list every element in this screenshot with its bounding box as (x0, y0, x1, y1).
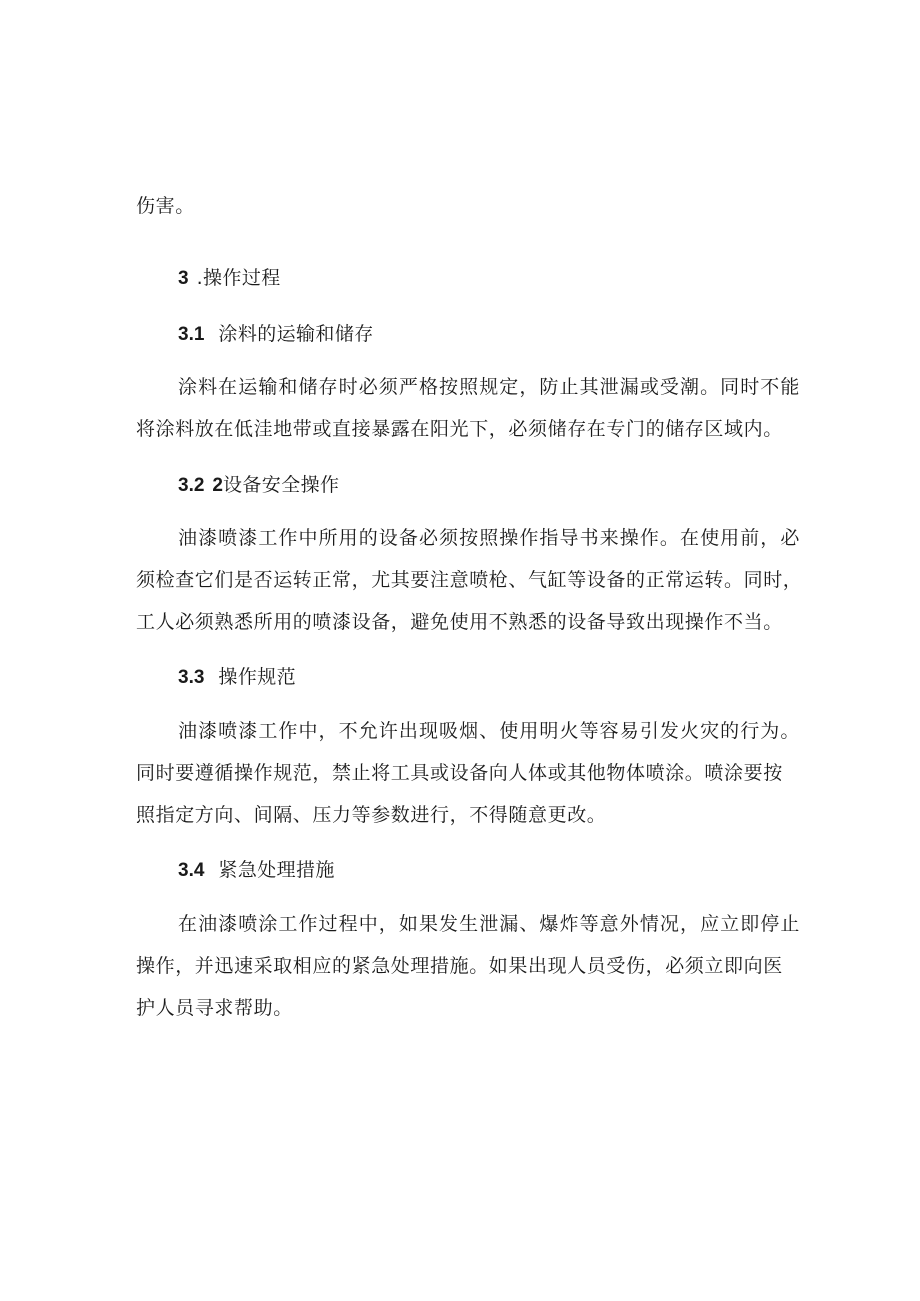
section-3-4-line-1: 在油漆喷涂工作过程中，如果发生泄漏、爆炸等意外情况，应立即停止 (178, 913, 800, 935)
section-3-3-line-1: 油漆喷漆工作中，不允许出现吸烟、使用明火等容易引发火灾的行为。 (178, 720, 800, 742)
section-3-2-heading (178, 471, 339, 500)
section-3-1-line-2: 将涂料放在低洼地带或直接暴露在阳光下，必须储存在专门的储存区域内。 (136, 418, 783, 440)
section-3-2-line-1: 油漆喷漆工作中所用的设备必须按照操作指导书来操作。在使用前，必 (178, 527, 800, 549)
section-3-4-heading (178, 856, 335, 885)
section-3-3-line-3: 照指定方向、间隔、压力等参数进行，不得随意更改。 (136, 804, 607, 826)
section-3-3-number: 3.3 (178, 667, 205, 688)
section-3-4-line-2: 操作，并迅速采取相应的紧急处理措施。如果出现人员受伤，必须立即向医 (136, 955, 783, 977)
section-3-3-heading (178, 663, 296, 692)
section-3-1-line-1: 涂料在运输和储存时必须严格按照规定，防止其泄漏或受潮。同时不能 (178, 376, 800, 398)
section-3-2-number: 3.2 (178, 475, 205, 496)
section-3-4-title: 紧急处理措施 (218, 859, 335, 881)
section-3-3-title: 操作规范 (218, 666, 297, 688)
section-3-2-number-2: 2 (212, 475, 223, 496)
section-3-1-heading (178, 320, 374, 349)
section-3-2-title: 设备安全操作 (223, 474, 340, 496)
carryover-text: 伤害。 (136, 195, 195, 217)
section-3-4-line-3: 护人员寻求帮助。 (136, 997, 293, 1019)
section-3-heading (178, 264, 281, 293)
section-3-2-line-3: 工人必须熟悉所用的喷漆设备，避免使用不熟悉的设备导致出现操作不当。 (136, 611, 783, 633)
section-3-number: 3 (178, 268, 189, 289)
section-3-1-title: 涂料的运输和储存 (218, 323, 374, 345)
section-3-2-line-2: 须检查它们是否运转正常，尤其要注意喷枪、气缸等设备的正常运转。同时， (136, 569, 803, 591)
section-3-3-line-2: 同时要遵循操作规范，禁止将工具或设备向人体或其他物体喷涂。喷涂要按 (136, 762, 783, 784)
section-3-4-number: 3.4 (178, 860, 205, 881)
section-3-1-number: 3.1 (178, 324, 205, 345)
section-3-title: .操作过程 (196, 267, 281, 289)
